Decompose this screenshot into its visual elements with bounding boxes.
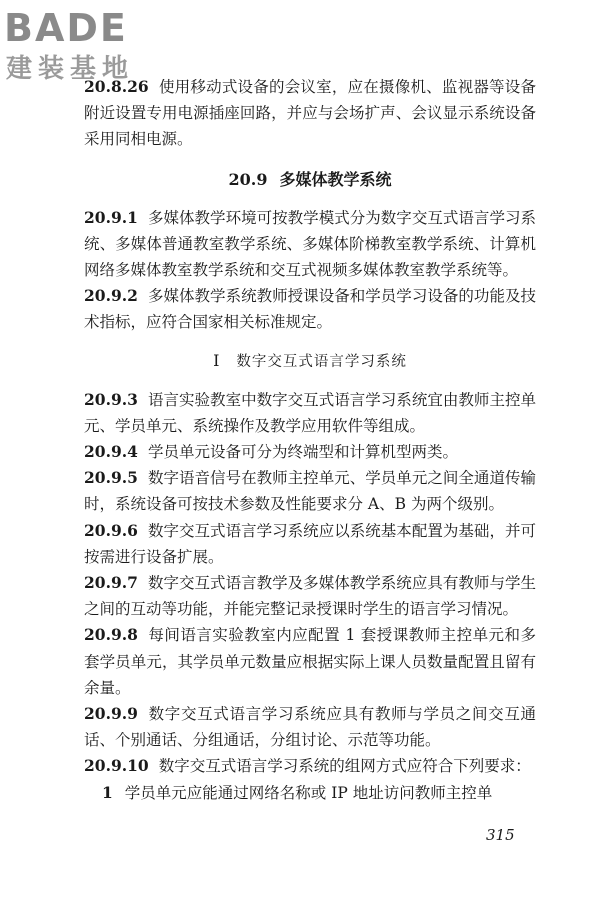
logo-subtitle: 建装基地 [6,54,135,84]
subsection-heading [84,348,536,375]
clause-text: 数字语音信号在教师主控单元、学员单元之间全通道传输时，系统设备可按技术参数及性能要求分 A、B 为两个级别。 [84,469,536,514]
clause-number: 20.9.10 [84,756,149,776]
clause-number: 20.9.7 [84,573,138,593]
clause-20-9-8 [84,622,536,701]
clause-20-8-26 [84,74,536,153]
clause-number: 20.9.5 [84,468,138,488]
clause-number: 20.9.1 [84,207,138,227]
clause-20-9-9 [84,701,536,753]
list-item-number: 1 [102,782,113,802]
clause-number: 20.9.3 [84,389,138,409]
clause-number: 20.9.4 [84,442,138,462]
section-number: 20.9 [228,169,268,189]
clause-number: 20.9.6 [84,520,138,540]
clause-number: 20.9.8 [84,625,138,645]
clause-20-9-4 [84,439,536,465]
clause-text: 数字交互式语言学习系统的组网方式应符合下列要求： [158,757,531,776]
section-heading [84,167,536,193]
clause-20-9-1 [84,205,536,284]
clause-text: 多媒体教学系统教师授课设备和学员学习设备的功能及技术指标，应符合国家相关标准规定。 [84,287,536,332]
clause-number: 20.9.2 [84,286,138,306]
clause-text: 每间语言实验教室内应配置 1 套授课教师主控单元和多套学员单元，其学员单元数量应根据实际上课人员数量配置且留有余量。 [84,626,536,697]
page-body [84,74,536,806]
clause-number: 20.9.9 [84,704,138,724]
clause-text: 学员单元设备可分为终端型和计算机型两类。 [147,443,458,462]
clause-text: 使用移动式设备的会议室，应在摄像机、监视器等设备附近设置专用电源插座回路，并应与会场扩声、会议显示系统设备采用同相电源。 [84,78,536,149]
clause-text: 数字交互式语言学习系统应具有教师与学员之间交互通话、个别通话、分组通话，分组讨论、示范等功能。 [84,705,536,750]
list-item [84,780,536,806]
logo-wordmark: BADE [4,6,128,50]
subsection-title: 数字交互式语言学习系统 [236,353,407,370]
clause-text: 数字交互式语言教学及多媒体教学系统应具有教师与学生之间的互动等功能，并能完整记录授课时学生的语言学习情况。 [84,574,536,619]
clause-20-9-2 [84,283,536,335]
list-item-text: 学员单元应能通过网络名称或 IP 地址访问教师主控单 [124,783,493,802]
clause-20-9-3 [84,387,536,439]
section-title: 多媒体教学系统 [279,169,392,189]
clause-text: 语言实验教室中数字交互式语言学习系统宜由教师主控单元、学员单元、系统操作及教学应用软件等组成。 [84,390,536,435]
clause-20-9-5 [84,465,536,517]
clause-20-9-6 [84,518,536,570]
clause-text: 多媒体教学环境可按教学模式分为数字交互式语言学习系统、多媒体普通教室教学系统、多媒体阶梯教室教学系统、计算机网络多媒体教室教学系统和交互式视频多媒体教室教学系统等。 [84,208,536,280]
clause-number: 20.8.26 [84,77,149,96]
page-number: 315 [486,826,515,844]
clause-20-9-7 [84,570,536,622]
clause-20-9-10 [84,753,536,779]
clause-text: 数字交互式语言学习系统应以系统基本配置为基础，并可按需进行设备扩展。 [84,521,536,566]
subsection-numeral: Ⅰ [213,350,221,370]
